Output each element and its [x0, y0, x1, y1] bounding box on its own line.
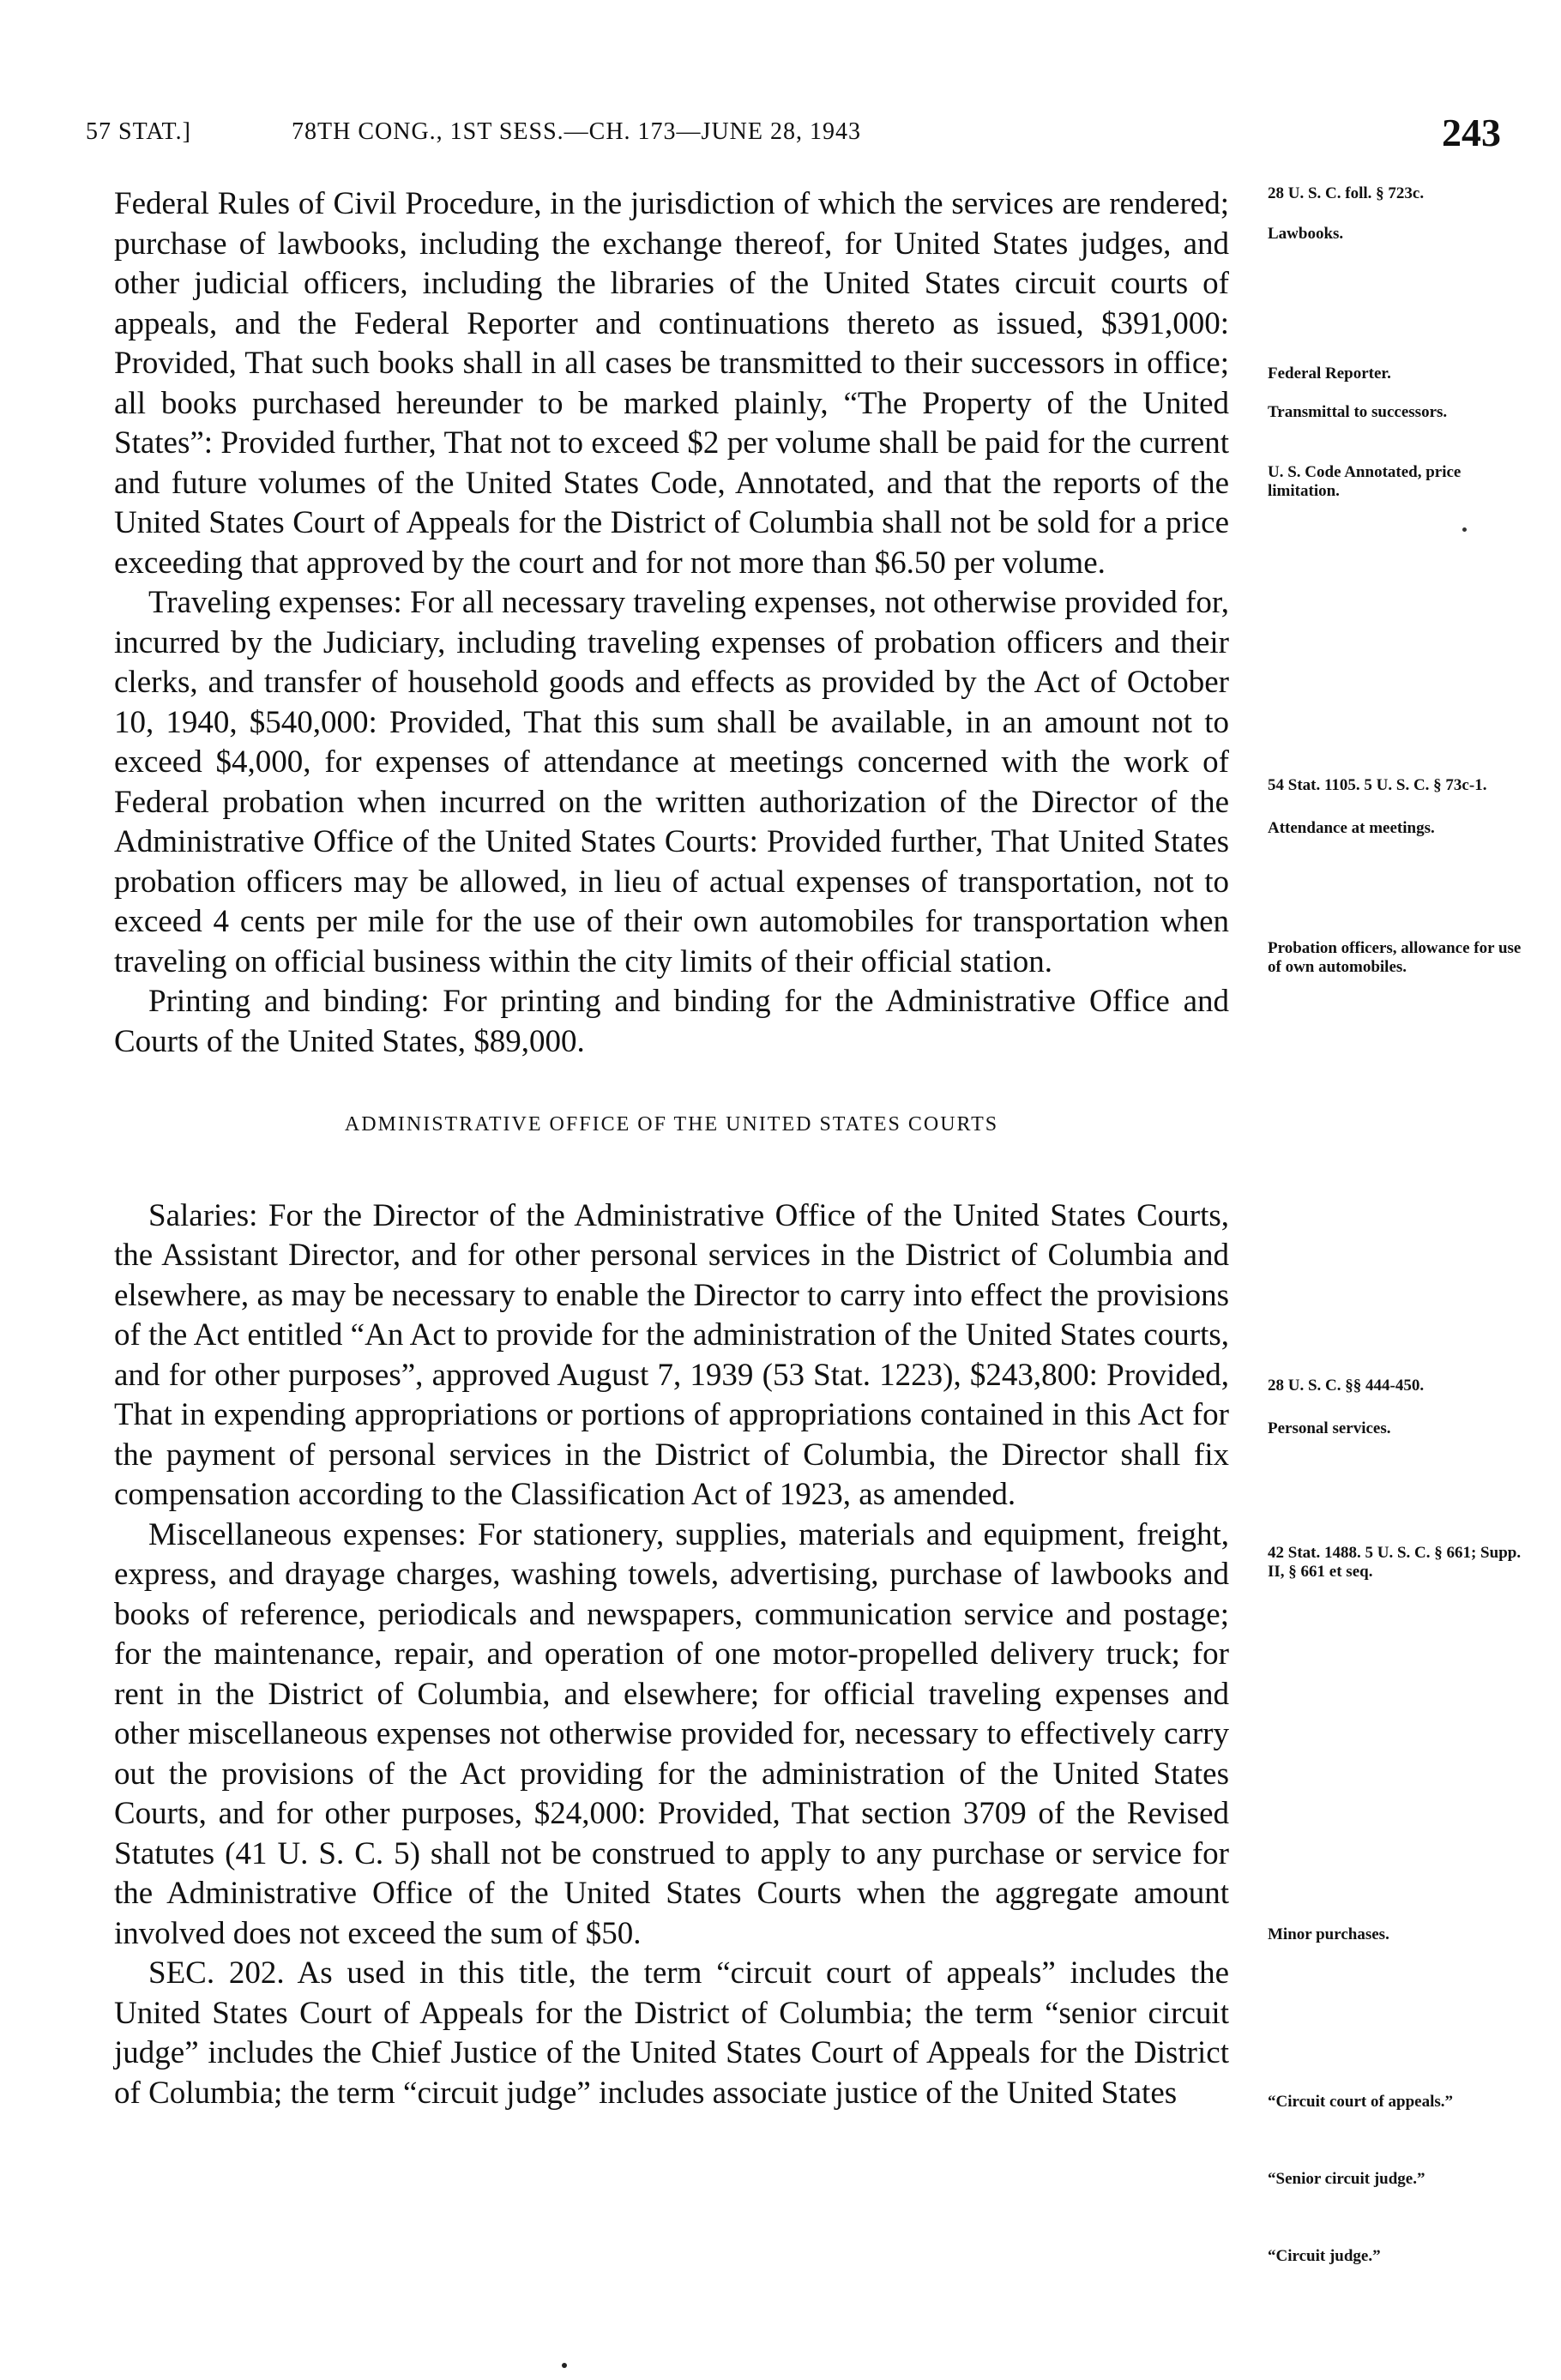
margin-note: Transmittal to successors. — [1268, 403, 1448, 421]
margin-note: 28 U. S. C. §§ 444-450. — [1268, 1377, 1425, 1395]
header-volume: 57 STAT.] — [86, 118, 191, 145]
margin-note: U. S. Code Annotated, price limitation. — [1268, 463, 1462, 500]
paragraph-printing-binding: Printing and binding: For printing and binding for the Administrative Office and Courts of the United States, $89,000. — [114, 984, 1229, 1059]
paragraph-section-202: SEC. 202. As used in this title, the term “circuit court of appeals” includes the United States Court of Appeals for the District of Columbia; the term “senior circuit judge” includes the Chief Justice of the United States Court of Appeals for the District of Columbia; the term “circuit judge” includes associate justice of the United States — [114, 1955, 1229, 2111]
paragraph-miscellaneous-expenses: Miscellaneous expenses: For stationery, supplies, materials and equipment, freight, express, and drayage charges, washing towels, advertising, purchase of lawbooks and books of reference, periodicals and newspapers, communication service and postage; for the maintenance, repair, and operation of one motor-propelled delivery truck; for rent in the District of Columbia, and elsewhere; for official traveling expenses and other miscellaneous expenses not otherwise provided for, necessary to effectively carry out the provisions of the Act providing for the administration of the United States Courts, and for other purposes, $24,000: Provided, That section 3709 of the Revised Statutes (41 U. S. C. 5) shall not be construed to apply to any purchase or service for the Administrative Office of the United States Courts when the aggregate amount involved does not exceed the sum of $50. — [114, 1516, 1229, 1951]
header-session: 78TH CONG., 1ST SESS.—CH. 173—JUNE 28, 1943 — [292, 118, 861, 145]
margin-note: Lawbooks. — [1268, 225, 1344, 243]
margin-note: Federal Reporter. — [1268, 365, 1391, 383]
margin-note: Probation officers, allowance for use of own automobiles. — [1268, 939, 1522, 976]
margin-note: “Circuit court of appeals.” — [1268, 2093, 1454, 2111]
paragraph-traveling-expenses: Traveling expenses: For all necessary traveling expenses, not otherwise provided for, incurred by the Judiciary, including traveling expenses of probation officers and their clerks, and transfer of household goods and effects as provided by the Act of October 10, 1940, $540,000: Provided, That this sum shall be available, in an amount not to exceed $4,000, for expenses of attendance at meetings concerned with the work of Federal probation when incurred on the written authorization of the Director of the Administrative Office of the United States Courts: Provided further, That United States probation officers may be allowed, in lieu of actual expenses of transportation, not to exceed 4 cents per mile for the use of their own automobiles for transportation when traveling on official business within the city limits of their official station. — [114, 585, 1229, 979]
margin-note: “Senior circuit judge.” — [1268, 2170, 1425, 2188]
margin-note: Personal services. — [1268, 1419, 1391, 1437]
margin-note: 28 U. S. C. foll. § 723c. — [1268, 184, 1425, 202]
margin-note: Attendance at meetings. — [1268, 819, 1435, 837]
stray-mark — [562, 2363, 567, 2368]
margin-note: Minor purchases. — [1268, 1925, 1389, 1943]
page-number: 243 — [1442, 111, 1501, 154]
main-text — [114, 184, 1229, 2113]
margin-note: 54 Stat. 1105. 5 U. S. C. § 73c-1. — [1268, 776, 1487, 794]
paragraph-salaries: Salaries: For the Director of the Administrative Office of the United States Courts, the Assistant Director, and for other personal services in the District of Columbia and elsewhere, as may be necessary to enable the Director to carry into effect the provisions of the Act entitled “An Act to provide for the administration of the United States courts, and for other purposes”, approved August 7, 1939 (53 Stat. 1223), $243,800: Provided, That in expending appropriations or portions of appropriations contained in this Act for the payment of personal services in the District of Columbia, the Director shall fix compensation according to the Classification Act of 1923, as amended. — [114, 1197, 1229, 1512]
running-header — [86, 110, 1501, 161]
paragraph-lawbooks: Federal Rules of Civil Procedure, in the jurisdiction of which the services are rendered; purchase of lawbooks, including the exchange thereof, for United States judges, and other judicial officers, including the libraries of the United States circuit courts of appeals, and the Federal Reporter and continuations thereto as issued, $391,000: Provided, That such books shall in all cases be transmitted to their successors in office; all books purchased hereunder to be marked plainly, “The Property of the United States”: Provided further, That not to exceed $2 per volume shall be paid for the current and future volumes of the United States Code, Annotated, and that the reports of the United States Court of Appeals for the District of Columbia shall not be sold for a price exceeding that approved by the court and for not more than $6.50 per volume. — [114, 186, 1229, 581]
margin-note: “Circuit judge.” — [1268, 2247, 1381, 2265]
section-heading: ADMINISTRATIVE OFFICE OF THE UNITED STATES COURTS — [344, 1113, 999, 1136]
stray-dot — [1462, 527, 1467, 532]
margin-note: 42 Stat. 1488. 5 U. S. C. § 661; Supp. II, § 661 et seq. — [1268, 1544, 1522, 1581]
